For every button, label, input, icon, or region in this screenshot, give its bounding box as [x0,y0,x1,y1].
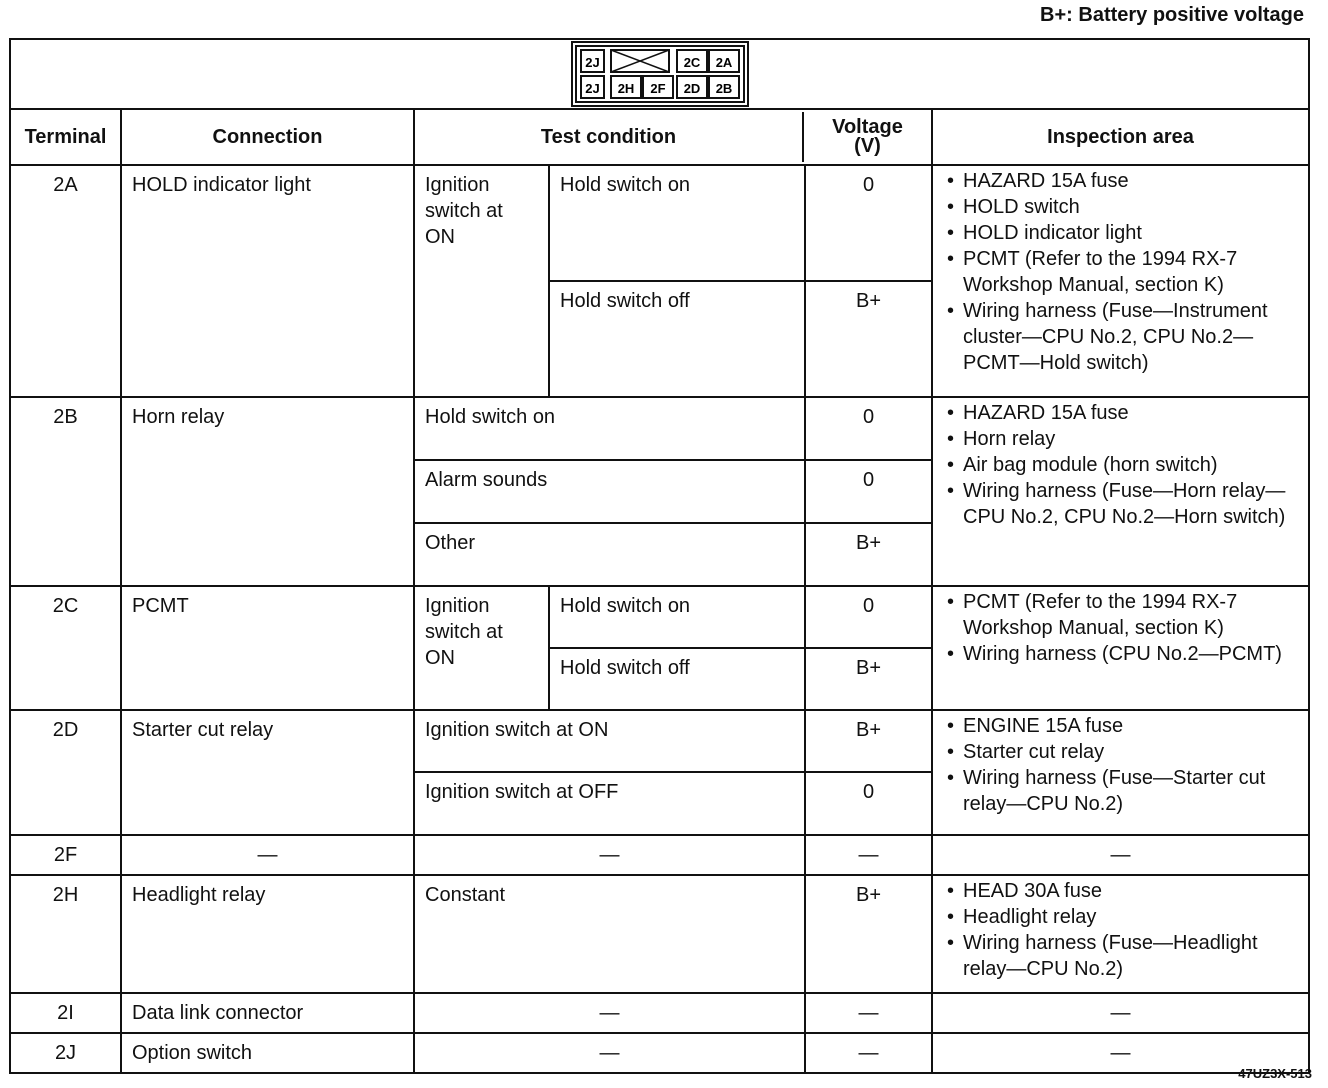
condition-2J: — [414,1033,805,1073]
inspection-list-2H [943,878,1306,982]
connection-2D: Starter cut relay [121,710,414,835]
terminal-inspection-table [9,38,1310,1074]
connection-2F: — [121,835,414,875]
table-row-2C [10,586,1309,648]
pin-2J-bottom-label: 2J [584,81,600,96]
inspection-item: • Wiring harness (CPU No.2—PCMT) [943,641,1306,667]
condition-2B-other: Other [414,523,805,586]
connection-2H: Headlight relay [121,875,414,993]
inspection-2I: — [932,993,1309,1033]
pin-2H-label: 2H [617,81,634,96]
voltage-2I: — [805,993,932,1033]
inspection-2C [932,586,1309,710]
voltage-2B-other: B+ [805,523,932,586]
header-voltage-label: Voltage [832,116,903,138]
pin-2D-label: 2D [683,81,700,96]
inspection-list-2B [943,400,1306,530]
inspection-2A [932,165,1309,397]
connection-2A: HOLD indicator light [121,165,414,397]
voltage-2D-off: 0 [805,772,932,835]
inspection-item: • HEAD 30A fuse [943,878,1306,904]
condition-2B-hold: Hold switch on [414,397,805,460]
connection-2B: Horn relay [121,397,414,586]
figure-code: 47UZ3X-513 [1238,1066,1312,1081]
inspection-list-2A [943,168,1306,376]
table-header-row [10,109,1309,165]
inspection-2H [932,875,1309,993]
connection-2J: Option switch [121,1033,414,1073]
inspection-item: • ENGINE 15A fuse [943,713,1306,739]
inspection-item: • HOLD switch [943,194,1306,220]
pin-2C-label: 2C [683,55,700,70]
inspection-item: • Horn relay [943,426,1306,452]
header-voltage [804,112,931,162]
inspection-item: • HAZARD 15A fuse [943,168,1306,194]
inspection-item: • Air bag module (horn switch) [943,452,1306,478]
voltage-2J: — [805,1033,932,1073]
condition-2A: Ignition switch at ON [414,165,549,397]
voltage-2H: B+ [805,875,932,993]
inspection-item: • PCMT (Refer to the 1994 RX-7 Workshop Manual, section K) [943,589,1306,641]
condition-2D-off: Ignition switch at OFF [414,772,805,835]
table-row-2A [10,165,1309,281]
header-voltage-unit: (V) [854,135,881,157]
header-test-condition-label: Test condition [415,112,804,162]
inspection-item: • Wiring harness (Fuse—Starter cut relay—CPU No.2) [943,765,1306,817]
terminal-2J: 2J [10,1033,121,1073]
inspection-item: • HOLD indicator light [943,220,1306,246]
terminal-2A: 2A [10,165,121,397]
inspection-2B [932,397,1309,586]
condition-2C: Ignition switch at ON [414,586,549,710]
voltage-2B-alarm: 0 [805,460,932,523]
connection-2I: Data link connector [121,993,414,1033]
subcondition-2C-on: Hold switch on [549,586,805,648]
condition-2D-on: Ignition switch at ON [414,710,805,772]
voltage-2C-on: 0 [805,586,932,648]
inspection-item: • HAZARD 15A fuse [943,400,1306,426]
terminal-2I: 2I [10,993,121,1033]
connector-diagram [571,41,749,107]
table-row-2I [10,993,1309,1033]
condition-2F: — [414,835,805,875]
inspection-item: • Starter cut relay [943,739,1306,765]
inspection-item: • Wiring harness (Fuse—Instrument cluster—CPU No.2, CPU No.2—PCMT—Hold switch) [943,298,1306,376]
pin-2F-label: 2F [649,81,666,96]
table-row-2J [10,1033,1309,1073]
header-connection: Connection [121,109,414,165]
inspection-item: • Wiring harness (Fuse—Headlight relay—CPU No.2) [943,930,1306,982]
header-terminal: Terminal [10,109,121,165]
terminal-2F: 2F [10,835,121,875]
header-test-condition [414,109,932,165]
terminal-2D: 2D [10,710,121,835]
terminal-2B: 2B [10,397,121,586]
battery-voltage-note: B+: Battery positive voltage [1040,4,1304,26]
pin-2B-label: 2B [715,81,732,96]
voltage-2D-on: B+ [805,710,932,772]
voltage-2B-hold: 0 [805,397,932,460]
inspection-2D [932,710,1309,835]
table-row-2H [10,875,1309,993]
inspection-2J: — [932,1033,1309,1073]
inspection-list-2D [943,713,1306,817]
terminal-2H: 2H [10,875,121,993]
table-row-2D [10,710,1309,772]
inspection-item: • Headlight relay [943,904,1306,930]
subcondition-2C-off: Hold switch off [549,648,805,710]
table-row-2B [10,397,1309,460]
condition-2I: — [414,993,805,1033]
connector-diagram-row [10,39,1309,109]
pin-2A-label: 2A [715,55,732,70]
inspection-list-2C [943,589,1306,667]
condition-2H: Constant [414,875,805,993]
subcondition-2A-on: Hold switch on [549,165,805,281]
inspection-item: • Wiring harness (Fuse—Horn relay—CPU No.2, CPU No.2—Horn switch) [943,478,1306,530]
pin-2J-top-label: 2J [584,55,600,70]
header-inspection: Inspection area [932,109,1309,165]
voltage-2F: — [805,835,932,875]
voltage-2C-off: B+ [805,648,932,710]
condition-2B-alarm: Alarm sounds [414,460,805,523]
voltage-2A-off: B+ [805,281,932,397]
subcondition-2A-off: Hold switch off [549,281,805,397]
inspection-2F: — [932,835,1309,875]
table-row-2F [10,835,1309,875]
inspection-item: • PCMT (Refer to the 1994 RX-7 Workshop Manual, section K) [943,246,1306,298]
terminal-2C: 2C [10,586,121,710]
connection-2C: PCMT [121,586,414,710]
voltage-2A-on: 0 [805,165,932,281]
